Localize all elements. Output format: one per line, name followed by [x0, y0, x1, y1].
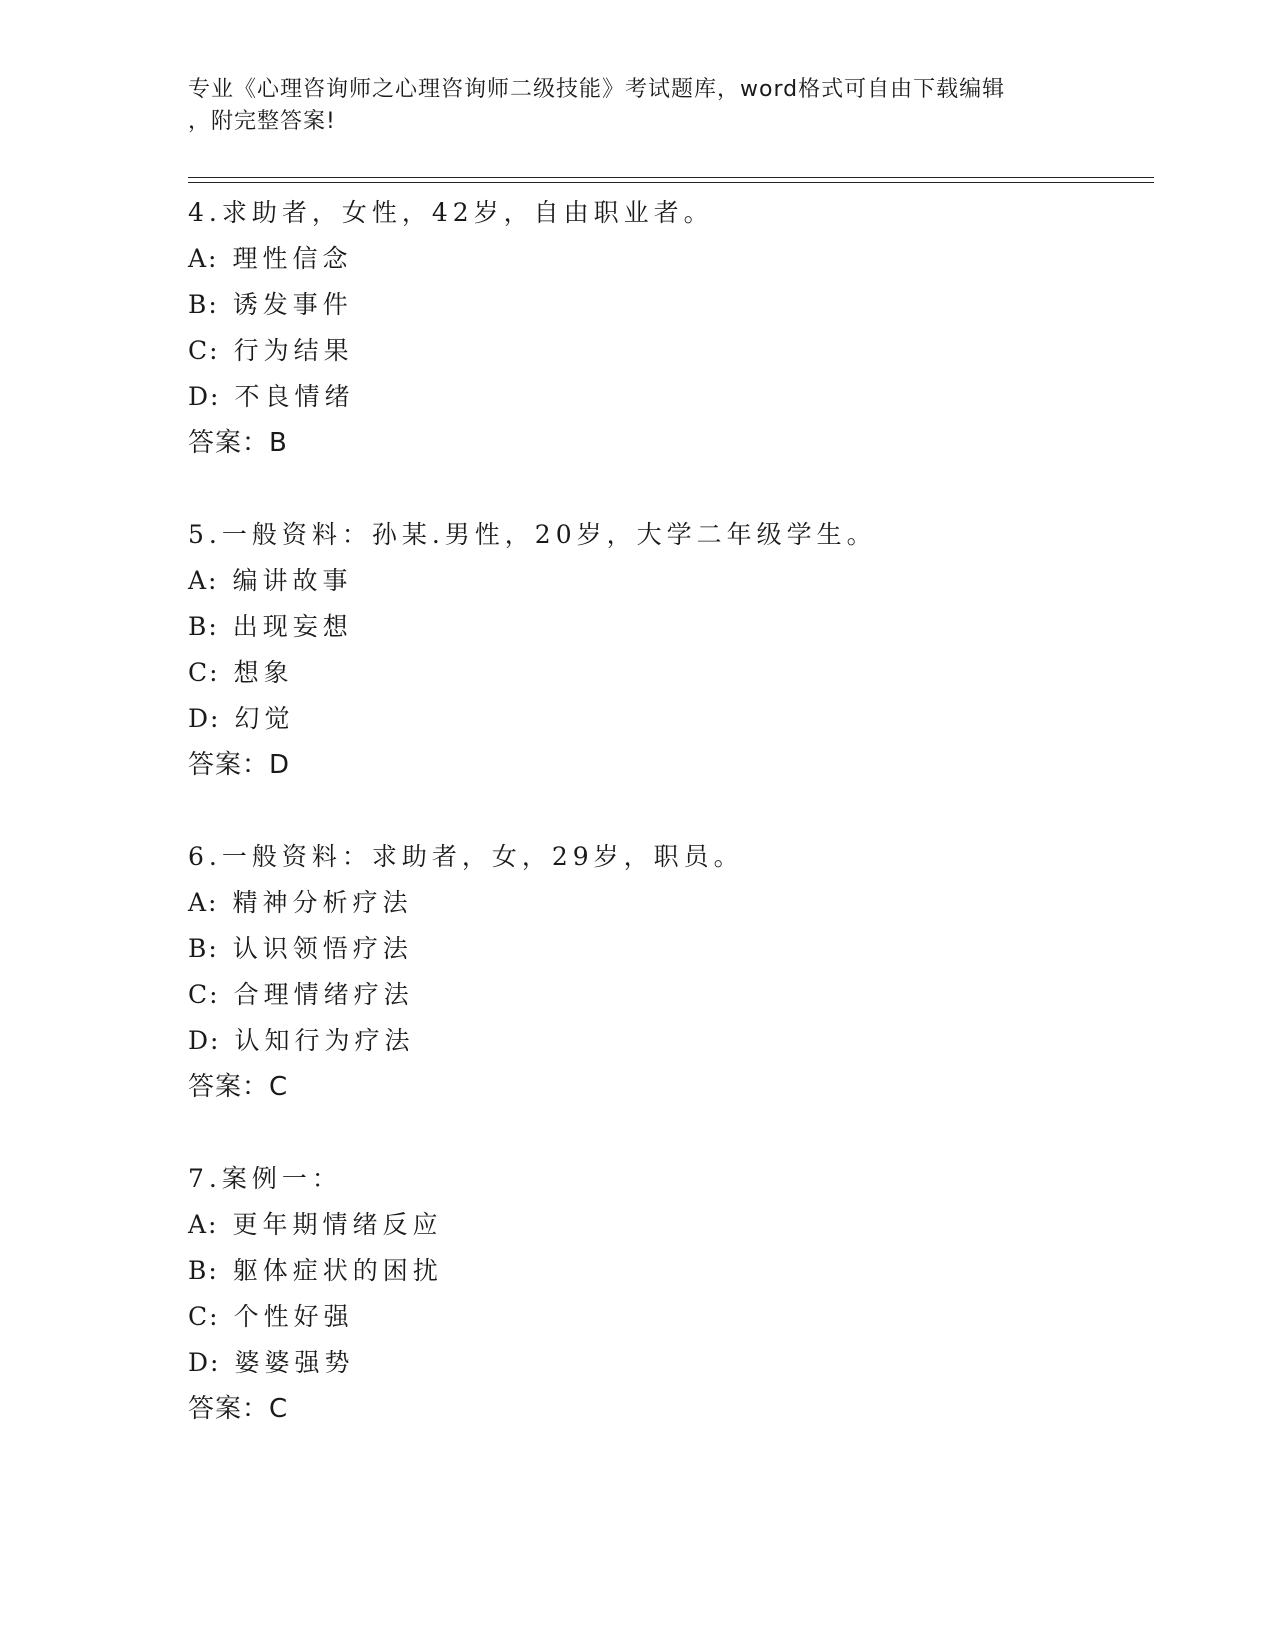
option-text: 合理情绪疗法 [233, 980, 414, 1009]
option-text: 精神分析疗法 [232, 888, 413, 917]
option-text: 不良情绪 [234, 382, 355, 411]
option-letter: C: [188, 658, 220, 687]
option-text: 诱发事件 [232, 290, 353, 319]
question-stem: 5.一般资料：孙某.男性，20岁，大学二年级学生。 [188, 520, 877, 549]
question-item [188, 512, 1148, 788]
option-b [188, 926, 1148, 972]
option-c [188, 650, 1148, 696]
answer-line: 答案：D [188, 750, 291, 780]
option-d [188, 696, 1148, 742]
option-d [188, 1018, 1148, 1064]
answer-line: 答案：B [188, 428, 288, 458]
document-header [188, 74, 1068, 138]
option-b [188, 282, 1148, 328]
answer-line: 答案：C [188, 1394, 289, 1424]
header-divider-top [188, 177, 1154, 178]
option-b [188, 604, 1148, 650]
option-letter: C: [188, 980, 220, 1009]
option-text: 幻觉 [234, 704, 295, 733]
option-letter: A: [188, 244, 219, 273]
option-text: 理性信念 [232, 244, 353, 273]
header-divider-bottom [188, 182, 1154, 183]
option-a [188, 558, 1148, 604]
header-line-2: ，附完整答案! [188, 109, 336, 134]
option-letter: B: [188, 934, 219, 963]
option-c [188, 972, 1148, 1018]
option-letter: D: [188, 1348, 221, 1377]
option-text: 想象 [233, 658, 294, 687]
option-b [188, 1248, 1148, 1294]
option-text: 婆婆强势 [234, 1348, 355, 1377]
option-a [188, 880, 1148, 926]
option-letter: C: [188, 336, 220, 365]
option-letter: B: [188, 1256, 219, 1285]
answer-line: 答案：C [188, 1072, 289, 1102]
option-letter: A: [188, 566, 219, 595]
option-d [188, 374, 1148, 420]
option-text: 认知行为疗法 [234, 1026, 415, 1055]
option-text: 编讲故事 [232, 566, 353, 595]
option-text: 出现妄想 [232, 612, 353, 641]
option-text: 行为结果 [233, 336, 354, 365]
option-letter: D: [188, 382, 221, 411]
question-item [188, 190, 1148, 466]
option-c [188, 328, 1148, 374]
question-stem: 6.一般资料：求助者，女，29岁，职员。 [188, 842, 744, 871]
option-text: 个性好强 [233, 1302, 354, 1331]
option-d [188, 1340, 1148, 1386]
question-stem: 7.案例一： [188, 1164, 342, 1193]
question-list [188, 190, 1148, 1478]
option-c [188, 1294, 1148, 1340]
header-line-1: 专业《心理咨询师之心理咨询师二级技能》考试题库，word格式可自由下载编辑 [188, 77, 1006, 102]
option-letter: B: [188, 612, 219, 641]
option-letter: B: [188, 290, 219, 319]
option-a [188, 236, 1148, 282]
question-item [188, 834, 1148, 1110]
question-stem: 4.求助者，女性，42岁，自由职业者。 [188, 198, 714, 227]
question-item [188, 1156, 1148, 1432]
option-text: 更年期情绪反应 [232, 1210, 443, 1239]
option-letter: A: [188, 888, 219, 917]
option-letter: D: [188, 1026, 221, 1055]
option-letter: D: [188, 704, 221, 733]
option-a [188, 1202, 1148, 1248]
option-text: 躯体症状的困扰 [232, 1256, 443, 1285]
option-letter: A: [188, 1210, 219, 1239]
option-letter: C: [188, 1302, 220, 1331]
option-text: 认识领悟疗法 [232, 934, 413, 963]
